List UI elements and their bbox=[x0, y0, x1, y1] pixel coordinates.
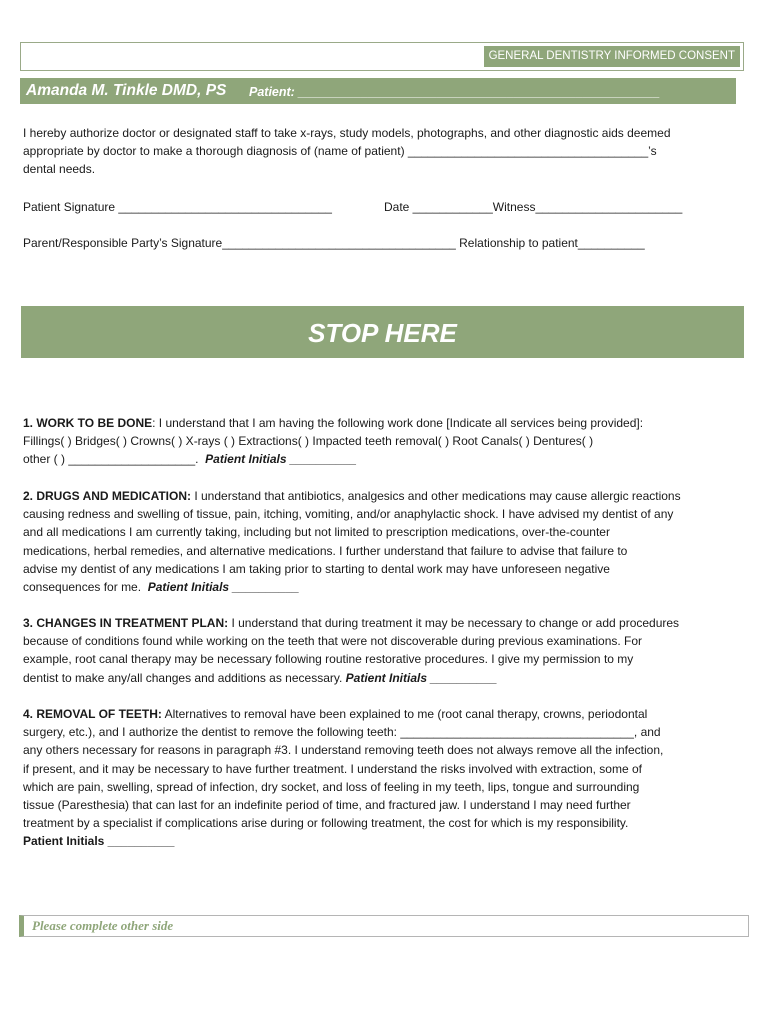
section-removal-of-teeth bbox=[23, 705, 663, 851]
authorization-line[interactable]: appropriate by doctor to make a thorough diagnosis of (name of patient) ____________________________________’s bbox=[23, 144, 657, 159]
section-title: 1. WORK TO BE DONE bbox=[23, 416, 153, 430]
section-text: which are pain, swelling, spread of infection, dry socket, and loss of feeling in my teeth, lips, tongue and surrounding bbox=[23, 779, 640, 794]
teeth-removal-field[interactable]: surgery, etc.), and I authorize the dentist to remove the following teeth: ___________________________________, and bbox=[23, 725, 661, 740]
section-drugs-medication bbox=[23, 487, 681, 596]
section-title: 3. CHANGES IN TREATMENT PLAN: bbox=[23, 616, 229, 630]
patient-initials-field[interactable]: Patient Initials __________ bbox=[345, 670, 498, 685]
section-text: medications, herbal remedies, and alternative medications. I further understand that failure to advise that failure to bbox=[23, 543, 628, 558]
section-text: tissue (Paresthesia) that can last for an indefinite period of time, and fractured jaw. I understand I may need further bbox=[23, 798, 631, 813]
authorization-line: I hereby authorize doctor or designated staff to take x-rays, study models, photographs, and other diagnostic aids deemed bbox=[23, 126, 671, 140]
section-text: advise my dentist of any medications I am taking prior to starting to dental work may have unforeseen negative bbox=[23, 561, 610, 576]
section-work-to-be-done bbox=[23, 414, 643, 469]
patient-name-field[interactable]: Patient: ____________________________________________________ bbox=[249, 85, 660, 99]
section-text: causing redness and swelling of tissue, pain, itching, vomiting, and/or anaphylactic shock. I have advised my dentist of any bbox=[23, 507, 674, 522]
stop-here-banner: STOP HERE bbox=[21, 306, 744, 358]
authorization-paragraph bbox=[23, 124, 671, 179]
authorization-line: dental needs. bbox=[23, 162, 96, 177]
doctor-header-bar bbox=[20, 78, 736, 104]
section-text: treatment by a specialist if complications arise during or following treatment, the cost for which is my responsibility. bbox=[23, 816, 629, 831]
other-service-field[interactable]: other ( ) ___________________. bbox=[23, 452, 199, 467]
form-title-box bbox=[20, 42, 744, 71]
section-text: because of conditions found while working on the teeth that were not discoverable during previous examinations. For bbox=[23, 634, 643, 649]
section-text: and all medications I am currently taking, including but not limited to prescription medications, over-the-counter bbox=[23, 525, 610, 540]
parent-signature-field[interactable]: Parent/Responsible Party’s Signature___________________________________ Relationship to patient__________ bbox=[23, 236, 645, 250]
section-text: example, root canal therapy may be necessary following routine restorative procedures. I give my permission to my bbox=[23, 652, 634, 667]
footer-note: Please complete other side bbox=[32, 918, 174, 933]
patient-signature-field[interactable]: Patient Signature ________________________________ bbox=[23, 200, 332, 214]
section-changes-treatment-plan bbox=[23, 614, 679, 687]
section-text: consequences for me. bbox=[23, 580, 142, 595]
section-text: I understand that during treatment it may be necessary to change or add procedures bbox=[228, 616, 680, 630]
section-text: dentist to make any/all changes and additions as necessary. bbox=[23, 670, 343, 685]
form-title: GENERAL DENTISTRY INFORMED CONSENT bbox=[484, 46, 740, 67]
section-text: I understand that antibiotics, analgesics and other medications may cause allergic reactions bbox=[191, 489, 681, 503]
section-text: : I understand that I am having the following work done [Indicate all services being provided]: bbox=[152, 416, 644, 430]
date-witness-field[interactable]: Date ____________Witness______________________ bbox=[384, 200, 683, 214]
patient-initials-field[interactable]: Patient Initials __________ bbox=[205, 452, 357, 467]
section-text: Alternatives to removal have been explained to me (root canal therapy, crowns, periodontal bbox=[161, 707, 648, 721]
section-title: 4. REMOVAL OF TEETH: bbox=[23, 707, 162, 721]
services-checkboxes[interactable]: Fillings( ) Bridges( ) Crowns( ) X-rays ( ) Extractions( ) Impacted teeth removal( ) Root Canals( ) Dentures( ) bbox=[23, 434, 594, 449]
section-text: if present, and it may be necessary to have further treatment. I understand the risks involved with extraction, some of bbox=[23, 761, 642, 776]
section-title: 2. DRUGS AND MEDICATION: bbox=[23, 489, 191, 503]
section-text: any others necessary for reasons in paragraph #3. I understand removing teeth does not always remove all the infection, bbox=[23, 743, 664, 758]
patient-initials-field[interactable]: Patient Initials __________ bbox=[147, 580, 300, 595]
footer-box bbox=[19, 915, 749, 937]
doctor-name: Amanda M. Tinkle DMD, PS bbox=[26, 82, 227, 99]
patient-initials-field[interactable]: Patient Initials __________ bbox=[23, 834, 175, 849]
